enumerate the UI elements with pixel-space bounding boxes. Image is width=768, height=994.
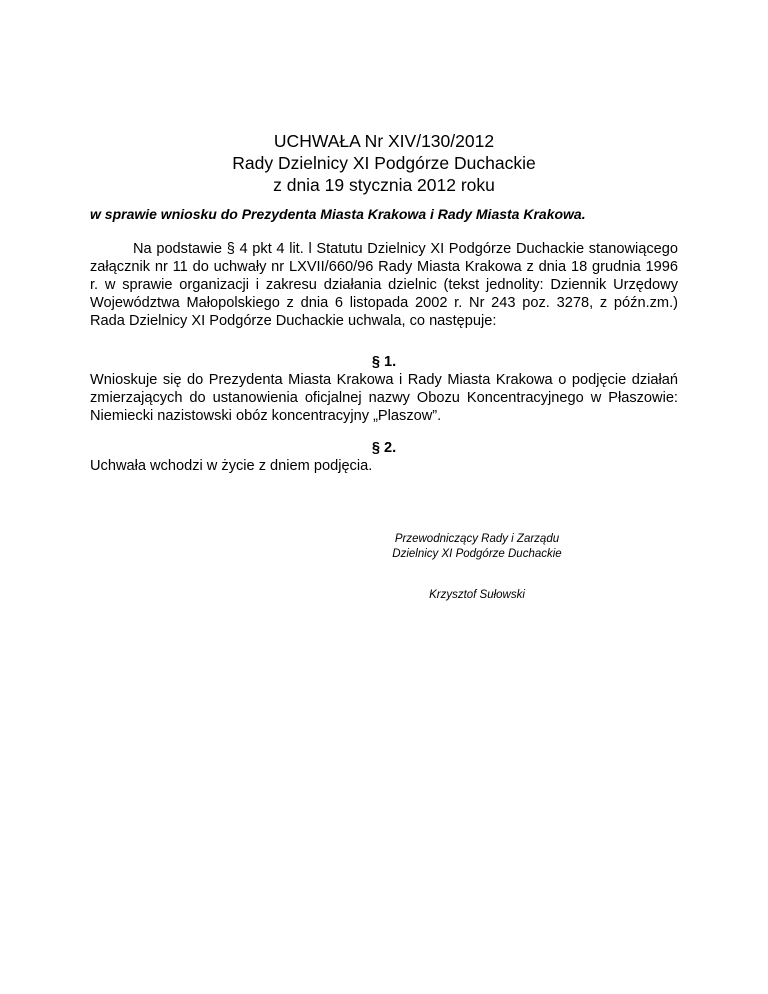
resolution-title [0, 130, 768, 196]
section-2-text: Uchwała wchodzi w życie z dniem podjęcia. [90, 458, 373, 474]
legal-basis-paragraph: Na podstawie § 4 pkt 4 lit. l Statutu Dzielnicy XI Podgórze Duchackie stanowiącego załącznik nr 11 do uchwały nr LXVII/660/96 Rady Miasta Krakowa z dnia 18 grudnia 1996 r. w sprawie organizacji i zakresu działania dzielnic (tekst jednolity: Dziennik Urzędowy Województwa Małopolskiego z dnia 6 listopada 2002 r. Nr 243 poz. 3278, z późn.zm.) Rada Dzielnicy XI Podgórze Duchackie uchwala, co następuje: [90, 241, 678, 329]
signature-role-line1: Przewodniczący Rady i Zarządu [394, 533, 560, 545]
title-date: z dnia 19 stycznia 2012 roku [273, 175, 495, 195]
section-2-heading: § 2. [371, 440, 397, 456]
title-council-name: Rady Dzielnicy XI Podgórze Duchackie [232, 153, 536, 173]
section-1-text: Wnioskuje się do Prezydenta Miasta Krakowa i Rady Miasta Krakowa o podjęcie działań zmierzających do ustanowienia oficjalnej nazwy Obozu Koncentracyjnego w Płaszowie: Niemiecki nazistowski obóz koncentracyjny „Plaszow”. [90, 372, 678, 424]
title-resolution-number: UCHWAŁA Nr XIV/130/2012 [273, 131, 495, 151]
signature-name: Krzysztof Sułowski [429, 589, 525, 601]
signature-role [0, 532, 768, 562]
signature-role-line2: Dzielnicy XI Podgórze Duchackie [392, 548, 562, 560]
section-1-heading: § 1. [371, 354, 397, 370]
resolution-subject: w sprawie wniosku do Prezydenta Miasta Krakowa i Rady Miasta Krakowa. [90, 206, 586, 222]
